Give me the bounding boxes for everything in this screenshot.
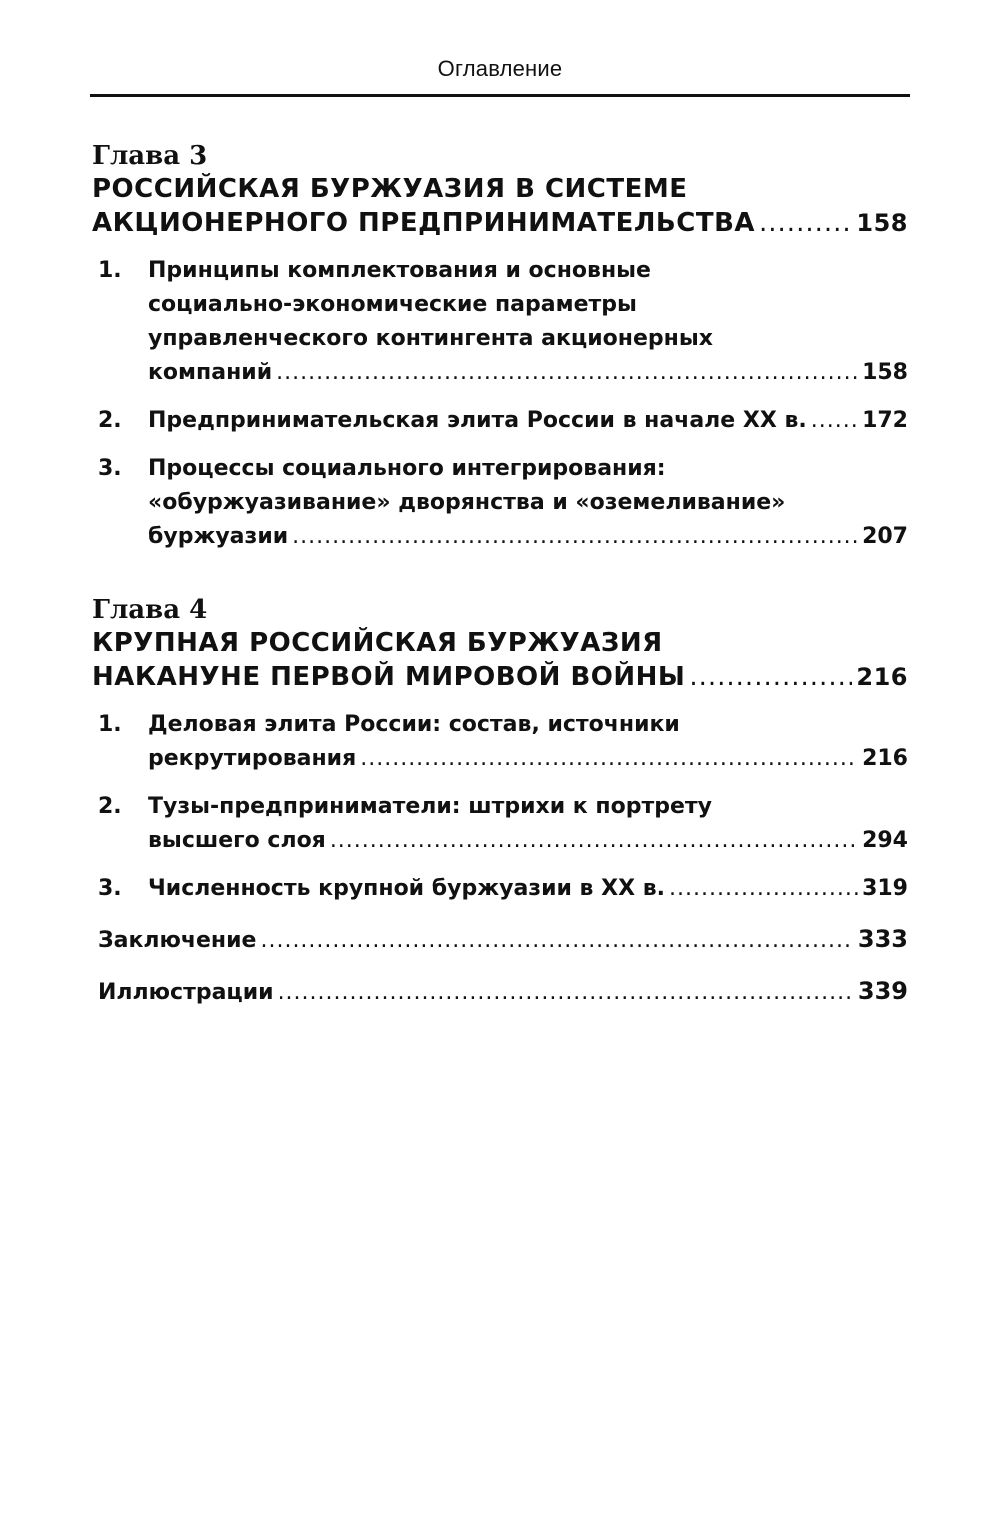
chapter-3 [92, 140, 908, 554]
section-number: 2. [98, 408, 122, 433]
section-last-line [148, 356, 908, 390]
page-number: 207 [862, 524, 908, 549]
page-number: 158 [856, 209, 908, 237]
section-line: Тузы-предприниматели: штрихи к портрету [148, 794, 712, 819]
dot-leader [330, 824, 858, 858]
section-last-line [148, 520, 908, 554]
illustrations-entry [92, 974, 908, 1010]
page-number: 294 [862, 828, 908, 853]
section-entry [92, 404, 908, 438]
section-entry [92, 790, 908, 858]
section-last-line [148, 872, 908, 906]
section-last-line [148, 742, 908, 776]
section-number: 1. [98, 712, 122, 737]
chapter-title-line: РОССИЙСКАЯ БУРЖУАЗИЯ В СИСТЕМЕ [92, 174, 688, 204]
dot-leader [360, 742, 858, 776]
section-number: 3. [98, 876, 122, 901]
section-line: Предпринимательская элита России в начале XX в. [148, 408, 807, 433]
section-line: высшего слоя [148, 828, 326, 853]
page-number: 172 [862, 408, 908, 433]
section-line: социально-экономические параметры [148, 292, 637, 317]
page-number: 216 [856, 663, 908, 691]
dot-leader [759, 206, 852, 240]
dot-leader [811, 404, 858, 438]
page-number: 158 [862, 360, 908, 385]
section-line: рекрутирования [148, 746, 357, 771]
section-line: Процессы социального интегрирования: [148, 456, 666, 481]
endmatter-label: Заключение [98, 928, 257, 953]
chapter-title-last-line [92, 206, 908, 240]
chapter-label: Глава 3 [92, 141, 208, 171]
section-number: 3. [98, 456, 122, 481]
section-line: компаний [148, 360, 273, 385]
section-entry [92, 708, 908, 776]
section-line: буржуазии [148, 524, 289, 549]
chapter-title-line: КРУПНАЯ РОССИЙСКАЯ БУРЖУАЗИЯ [92, 628, 663, 658]
page-number: 333 [857, 925, 908, 953]
section-number: 1. [98, 258, 122, 283]
chapter-label: Глава 4 [92, 595, 208, 625]
dot-leader [276, 356, 858, 390]
section-line: «обуржуазивание» дворянства и «оземеливание» [148, 490, 786, 515]
section-last-line [148, 404, 908, 438]
conclusion-entry [92, 922, 908, 958]
dot-leader [292, 520, 858, 554]
dot-leader [689, 660, 852, 694]
section-line: Численность крупной буржуазии в XX в. [148, 876, 665, 901]
table-of-contents [92, 140, 908, 1050]
dot-leader [669, 872, 858, 906]
section-line: управленческого контингента акционерных [148, 326, 713, 351]
chapter-4 [92, 594, 908, 1010]
chapter-title-last-line [92, 660, 908, 694]
running-head: Оглавление [437, 56, 563, 81]
section-last-line [148, 824, 908, 858]
page-number: 216 [862, 746, 908, 771]
header-rule [90, 94, 910, 97]
section-line: Деловая элита России: состав, источники [148, 712, 680, 737]
section-line: Принципы комплектования и основные [148, 258, 651, 283]
section-entry [92, 872, 908, 906]
section-number: 2. [98, 794, 122, 819]
endmatter-label: Иллюстрации [98, 980, 274, 1005]
section-entry [92, 254, 908, 390]
page-number: 339 [857, 977, 908, 1005]
dot-leader [278, 976, 854, 1010]
section-entry [92, 452, 908, 554]
chapter-title-line: НАКАНУНЕ ПЕРВОЙ МИРОВОЙ ВОЙНЫ [92, 662, 686, 692]
chapter-title-line: АКЦИОНЕРНОГО ПРЕДПРИНИМАТЕЛЬСТВА [92, 208, 756, 238]
page-number: 319 [862, 876, 908, 901]
dot-leader [260, 924, 853, 958]
